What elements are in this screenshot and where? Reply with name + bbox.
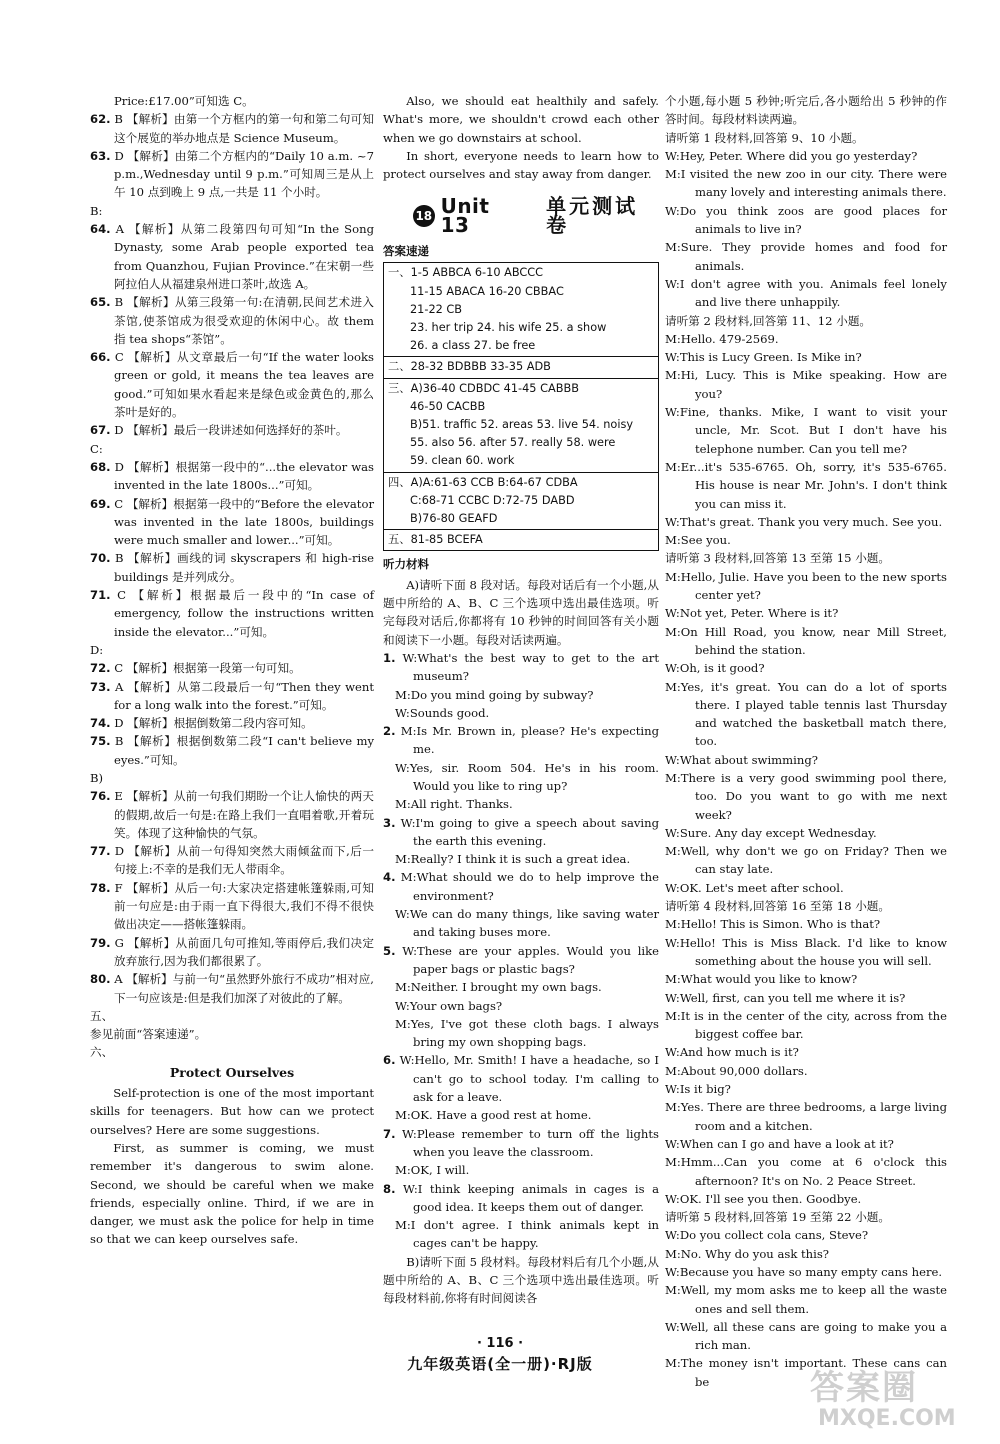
answer-line: 59. clean 60. work: [410, 454, 515, 468]
watermark-text: 答案圈: [810, 1368, 918, 1408]
dialogue-number: 2.: [383, 724, 396, 739]
dialogue-text: W:Yes, sir. Room 504. He's in his room. Would you like to ring up?: [395, 760, 659, 793]
answer-key-box: [383, 262, 659, 551]
answer-line: 四、A)A:61-63 CCB B:64-67 CDBA: [388, 475, 578, 489]
answer-item: [90, 147, 374, 202]
transcript-line: M:Hmm...Can you come at 6 o'clock this afternoon? It's on No. 2 Peace Street.: [665, 1155, 947, 1188]
answer-line: C:68-71 CCBC D:72-75 DABD: [410, 493, 575, 507]
answer-section: [384, 357, 658, 378]
transcript-line: W:Because you have so many empty cans here.: [665, 1265, 943, 1279]
answer-line: 二、28-32 BDBBB 33-35 ADB: [388, 360, 551, 374]
dialogue-text: W:I think keeping animals in cages is a good idea. It keeps them out of danger.: [402, 1181, 659, 1214]
answer-item: [90, 348, 374, 421]
dialogue-text: M:Yes, I've got these cloth bags. I always bring my own shopping bags.: [395, 1016, 659, 1050]
unit-number-badge: 18: [413, 205, 435, 227]
dialogue-line: [383, 942, 659, 979]
dialogue-number: 1.: [383, 650, 396, 665]
dialogue-number: 6.: [383, 1053, 396, 1068]
answer-item: [90, 934, 374, 971]
item-number: 76.: [90, 789, 111, 804]
answer-section: [384, 530, 658, 550]
transcript-line: M:The money isn't important. These cans can be: [665, 1356, 947, 1389]
item-number: 74.: [90, 716, 111, 731]
transcript-line: M:About 90,000 dollars.: [665, 1063, 808, 1078]
answer-list-d: [90, 659, 374, 769]
transcript-line: W:Not yet, Peter. Where is it?: [665, 606, 839, 621]
page-number: · 116 ·: [476, 1336, 524, 1351]
watermark-url: MXQE.COM: [818, 1406, 956, 1431]
dialogue-text: W:What's the best way to get to the art museum?: [402, 650, 660, 684]
dialogue-text: M:Is Mr. Brown in, please? He's expecting me.: [400, 724, 659, 757]
answer-item: [90, 732, 374, 769]
dialogue-text: M:What should we do to help improve the environment?: [400, 870, 659, 903]
transcript: [665, 129, 947, 1391]
dialogue-text: M:Really? I think it is such a great idea.: [395, 852, 631, 867]
answer-section: [384, 473, 658, 531]
transcript-line: W:Hello! This is Miss Black. I'd like to know something about the house you will sell.: [665, 935, 947, 968]
answer-line: 21-22 CB: [410, 302, 463, 316]
answer-line: 一、1-5 ABBCA 6-10 ABCCC: [388, 266, 544, 280]
answer-item: [90, 879, 374, 934]
dialogue-number: 7.: [383, 1126, 396, 1141]
answer-item: [90, 970, 374, 1007]
transcript-line: W:Hey, Peter. Where did you go yesterday?: [665, 148, 918, 163]
listening-intro: A)请听下面 8 段对话。每段对话后有一个小题,从题中所给的 A、B、C 三个选项中选出最佳选项。听完每段对话后,你都将有 10 秒钟的时间回答有关小题和阅读下一小题。每段对话读两遍。: [383, 577, 659, 647]
dialogue-number: 3.: [383, 815, 396, 830]
answer-line: B)76-80 GEAFD: [410, 512, 498, 526]
column-1: [90, 92, 374, 1249]
transcript-heading: 请听第 2 段材料,回答第 11、12 小题。: [665, 313, 872, 328]
item-text: D 【解析】最后一段讲述如何选择好的茶叶。: [114, 423, 348, 438]
unit-title: Unit 13: [440, 194, 490, 237]
item-text: D 【解析】根据第一段中的“...the elevator was invented in the late 1800s...”可知。: [114, 459, 375, 493]
essay-paragraph: Self-protection is one of the most important skills for teenagers. But how can we protect ourselves? Here are some suggestions.: [90, 1086, 374, 1137]
transcript-line: W:Well, all these cans are going to make you a rich man.: [665, 1319, 947, 1353]
answer-item: [90, 293, 374, 348]
dialogue-line: [383, 1051, 659, 1106]
section-label-d: D:: [90, 642, 104, 657]
transcript-line: W:Well, first, can you tell me where it is?: [665, 990, 906, 1005]
item-text: B 【解析】从第三段第一句:在清朝,民间艺术进入茶馆,使茶馆成为很受欢迎的休闲中心。故 them 指 tea shops“茶馆”。: [114, 295, 374, 346]
column-3: [665, 92, 947, 1391]
answer-line: 11-15 ABACA 16-20 CBBAC: [410, 284, 564, 298]
transcript-line: W:Fine, thanks. Mike, I want to visit your uncle, Mr. Scot. But I don't have his telephone number. Can you tell me?: [665, 405, 947, 456]
item-number: 79.: [90, 935, 111, 950]
section-label-b2: B): [90, 770, 104, 785]
item-text: D 【解析】根据倒数第二段内容可知。: [114, 716, 313, 731]
transcript-line: M:Yes, it's great. You can do a lot of sports there. I played table tennis last Thursday and watched the basketball match there, too.: [665, 679, 947, 749]
transcript-line: W:Do you think zoos are good places for animals to live in?: [665, 203, 947, 237]
answer-item: [90, 495, 374, 550]
listening-b-intro-cont: 个小题,每小题 5 秒钟;听完后,各小题给出 5 秒钟的作答时间。每段材料读两遍。: [665, 94, 947, 127]
dialogue-line: [383, 649, 659, 686]
dialogue-text: W:We can do many things, like saving water and taking buses more.: [395, 907, 659, 940]
dialogue-line: [383, 978, 659, 996]
section-label-b: B:: [90, 203, 103, 218]
transcript-line: W:What about swimming?: [665, 752, 818, 767]
dialogue-text: M:All right. Thanks.: [395, 797, 513, 812]
transcript-line: W:This is Lucy Green. Is Mike in?: [665, 350, 862, 365]
section-label-5: 五、: [90, 1008, 114, 1023]
answer-item: [90, 714, 374, 732]
dialogue-line: [383, 704, 659, 722]
transcript-line: W:I don't agree with you. Animals feel lonely and live there unhappily.: [665, 276, 947, 310]
transcript-line: M:It is in the center of the city, across from the biggest coffee bar.: [665, 1008, 947, 1042]
section-label-6: 六、: [90, 1045, 114, 1060]
dialogue-number: 4.: [383, 870, 396, 885]
answer-item: [90, 110, 374, 147]
dialogue-line: [383, 905, 659, 942]
item-number: 65.: [90, 295, 111, 310]
book-title: 九年级英语(全一册)·RJ版: [407, 1355, 593, 1373]
transcript-line: W:OK. Let's meet after school.: [665, 880, 844, 895]
dialogue-number: 5.: [383, 943, 396, 958]
transcript-heading: 请听第 4 段材料,回答第 16 至第 18 小题。: [665, 899, 890, 914]
dialogue-line: [383, 795, 659, 813]
item-text: B 【解析】由第一个方框内的第一句和第二句可知这个展览的举办地点是 Science Museum。: [114, 112, 374, 145]
essay-title: Protect Ourselves: [169, 1064, 295, 1080]
transcript-line: W:Sure. Any day except Wednesday.: [665, 825, 877, 840]
transcript-line: M:There is a very good swimming pool there, too. Do you want to go with me next week?: [665, 770, 947, 822]
answer-list-e: [90, 787, 374, 1007]
unit-heading: [413, 194, 659, 237]
item-text: C 【解析】根据第一段中的“Before the elevator was invented in the late 1800s, buildings were much smaller and lower...”可知。: [114, 496, 374, 548]
item-number: 80.: [90, 972, 111, 987]
transcript-line: M:Hello. 479-2569.: [665, 331, 779, 346]
dialogue-text: W:Hello, Mr. Smith! I have a headache, so I can't go to school today. I'm calling to ask for a leave.: [399, 1053, 659, 1105]
listening-label: 听力材料: [383, 557, 429, 572]
dialogue-text: W:Sounds good.: [395, 705, 490, 720]
item-number: 68.: [90, 459, 111, 474]
transcript-heading: 请听第 5 段材料,回答第 19 至第 22 小题。: [665, 1210, 890, 1225]
answer-item: [90, 842, 374, 879]
answer-item: [90, 586, 374, 641]
essay-paragraph: First, as summer is coming, we must remember it's dangerous to swim alone. Second, we should be careful when we make friends, especially online. Third, if we are in danger, we must ask the police for help in time so that we can keep ourselves safe.: [90, 1140, 374, 1247]
answer-item: [90, 678, 374, 715]
dialogue-text: M:OK, I will.: [395, 1163, 470, 1178]
answer-item: [90, 787, 374, 842]
answer-line: 55. also 56. after 57. really 58. were: [410, 436, 616, 450]
item-text: G 【解析】从前面几句可推知,等雨停后,我们决定放弃旅行,因为我们都很累了。: [114, 935, 374, 968]
column-2: [383, 92, 659, 1308]
transcript-line: M:I visited the new zoo in our city. There were many lovely and interesting animals there.: [665, 167, 947, 200]
dialogue-line: [383, 1180, 659, 1217]
item-text: A 【解析】从第二段第四句可知“In the Song Dynasty, some Arab people exported tea from Quanzhou, Fujian Province.”在宋朝一些阿拉伯人从福建泉州进口茶叶,故选 A。: [114, 222, 374, 291]
item-number: 77.: [90, 844, 111, 859]
item-text: A 【解析】与前一句“虽然野外旅行不成功”相对应,下一句应该是:但是我们加深了对彼此的了解。: [114, 972, 374, 1005]
listening-b-intro: B)请听下面 5 段材料。每段材料后有几个小题,从题中所给的 A、B、C 三个选项中选出最佳选项。听每段材料前,你将有时间阅读各: [383, 1254, 659, 1306]
answer-item: [90, 421, 374, 439]
dialogue-line: [383, 1216, 659, 1253]
item-text: C 【解析】从文章最后一句“If the water looks green or gold, it means the tea leaves are good.”可知如果水看起来是绿色或金黄色的,那么茶叶是好的。: [114, 350, 374, 420]
answer-list-b: [90, 220, 374, 440]
transcript-line: M:Hello! This is Simon. Who is that?: [665, 917, 881, 932]
transcript-line: W:Oh, is it good?: [665, 661, 765, 676]
dialogue-text: W:Please remember to turn off the lights when you leave the classroom.: [402, 1126, 659, 1159]
unit-subtitle: 单元测试卷: [546, 194, 639, 237]
item-text: C 【解析】根据最后一段中的“In case of emergency, follow the instructions written inside the elevator...”可知。: [114, 588, 374, 639]
item-text: B 【解析】画线的词 skyscrapers 和 high-rise buildings 是并列成分。: [114, 551, 375, 584]
item-number: 70.: [90, 551, 111, 566]
answer-item: [90, 220, 374, 293]
answer-line: 五、81-85 BCEFA: [388, 533, 483, 547]
answer-line: B)51. traffic 52. areas 53. live 54. noisy: [410, 418, 634, 431]
transcript-line: W:OK. I'll see you then. Goodbye.: [665, 1191, 862, 1206]
answer-item: [90, 458, 374, 495]
dialogue-text: M:OK. Have a good rest at home.: [395, 1108, 592, 1123]
item-number: 69.: [90, 496, 111, 511]
dialogue-text: W:Your own bags?: [395, 998, 503, 1013]
section-label-c: C:: [90, 441, 103, 456]
item-text: B 【解析】根据倒数第二段“I can't believe my eyes.”可知。: [114, 734, 374, 767]
item-number: 72.: [90, 661, 111, 676]
continuation-text: Price:£17.00”可知选 C。: [114, 94, 254, 108]
transcript-line: M:Well, my mom asks me to keep all the waste ones and sell them.: [665, 1283, 947, 1316]
transcript-line: M:Hi, Lucy. This is Mike speaking. How are you?: [665, 368, 947, 401]
transcript-heading: 请听第 3 段材料,回答第 13 至第 15 小题。: [665, 551, 890, 566]
item-text: F 【解析】从后一句:大家决定搭建帐篷躲雨,可知前一句应是:由于雨一直下得很大,我们不得不很快做出决定——搭帐篷躲雨。: [114, 880, 374, 932]
transcript-line: M:No. Why do you ask this?: [665, 1246, 830, 1261]
dialogue-text: M:Do you mind going by subway?: [395, 687, 594, 702]
item-number: 78.: [90, 880, 111, 895]
transcript-line: M:See you.: [665, 533, 731, 548]
item-number: 63.: [90, 148, 111, 163]
answer-line: 三、A)36-40 CDBDC 41-45 CABBB: [388, 381, 579, 395]
dialogue-text: W:These are your apples. Would you like paper bags or plastic bags?: [402, 943, 659, 976]
item-text: E 【解析】从前一句我们期盼一个让人愉快的两天的假期,故后一句是:在路上我们一直唱着歌,开着玩笑。体现了这种愉快的气氛。: [114, 789, 374, 840]
answer-section: [384, 379, 658, 473]
dialogue-line: [383, 1161, 659, 1179]
dialogue-line: [383, 997, 659, 1015]
transcript-line: W:And how much is it?: [665, 1045, 799, 1060]
dialogue-text: W:I'm going to give a speech about saving the earth this evening.: [400, 815, 659, 848]
answer-item: [90, 549, 374, 586]
transcript-line: W:That's great. Thank you very much. See you.: [665, 514, 943, 529]
transcript-line: W:When can I go and have a look at it?: [665, 1136, 894, 1151]
transcript-line: M:Er...it's 535-6765. Oh, sorry, it's 535-6765. His house is near Mr. John's. I don't think you can miss it.: [665, 459, 947, 511]
item-text: D 【解析】由第二个方框内的“Daily 10 a.m. ~7 p.m.,Wednesday until 9 p.m.”可知周三是从上午 10 点到晚上 9 点,一共是 11 个小时。: [114, 148, 374, 200]
dialogue-list: [383, 649, 659, 1253]
transcript-line: M:What would you like to know?: [665, 972, 858, 987]
essay-paragraph: In short, everyone needs to learn how to protect ourselves and stay away from danger.: [383, 148, 659, 182]
dialogue-line: [383, 686, 659, 704]
item-number: 73.: [90, 679, 111, 694]
item-text: D 【解析】从前一句得知突然大雨倾盆而下,后一句接上:不幸的是我们无人带雨伞。: [114, 844, 375, 877]
dialogue-line: [383, 759, 659, 796]
item-text: C 【解析】根据第一段第一句可知。: [114, 661, 301, 676]
dialogue-line: [383, 868, 659, 905]
item-number: 75.: [90, 734, 111, 749]
item-number: 64.: [90, 222, 111, 237]
dialogue-line: [383, 850, 659, 868]
dialogue-text: M:Neither. I brought my own bags.: [395, 980, 602, 995]
answer-key-label: 答案速递: [383, 244, 429, 259]
transcript-line: M:Sure. They provide homes and food for animals.: [665, 240, 947, 273]
dialogue-line: [383, 1015, 659, 1052]
transcript-line: W:Do you collect cola cans, Steve?: [665, 1228, 869, 1243]
item-number: 62.: [90, 112, 111, 127]
item-text: A 【解析】从第二段最后一句“Then they went for a long walk into the forest.”可知。: [114, 679, 375, 712]
item-number: 66.: [90, 350, 111, 365]
answer-line: 26. a class 27. be free: [410, 339, 536, 353]
dialogue-line: [383, 722, 659, 759]
transcript-line: W:Is it big?: [665, 1082, 731, 1097]
dialogue-line: [383, 1106, 659, 1124]
answer-list-c: [90, 458, 374, 641]
answer-line: 23. her trip 24. his wife 25. a show: [410, 320, 607, 334]
dialogue-number: 8.: [383, 1181, 396, 1196]
dialogue-line: [383, 814, 659, 851]
section-5-text: 参见前面“答案速递”。: [90, 1027, 207, 1042]
transcript-line: M:Yes. There are three bedrooms, a large living room and a kitchen.: [665, 1100, 947, 1133]
transcript-line: M:Hello, Julie. Have you been to the new sports center yet?: [665, 569, 947, 603]
answer-line: 46-50 CACBB: [410, 399, 486, 413]
dialogue-text: M:I don't agree. I think animals kept in cages can't be happy.: [395, 1218, 659, 1251]
dialogue-line: [383, 1125, 659, 1162]
transcript-line: M:Well, why don't we go on Friday? Then we can stay late.: [665, 844, 947, 877]
essay-paragraph: Also, we should eat healthily and safely. What's more, we shouldn't crowd each other when we go downstairs at school.: [383, 94, 659, 145]
item-number: 71.: [90, 588, 111, 603]
watermark-logo: [798, 1360, 978, 1440]
item-number: 67.: [90, 423, 111, 438]
transcript-line: M:On Hill Road, you know, near Mill Street, behind the station.: [665, 624, 947, 657]
transcript-heading: 请听第 1 段材料,回答第 9、10 小题。: [665, 130, 864, 145]
answer-section: [384, 263, 658, 357]
answer-list-a: [90, 110, 374, 201]
answer-item: [90, 659, 374, 677]
